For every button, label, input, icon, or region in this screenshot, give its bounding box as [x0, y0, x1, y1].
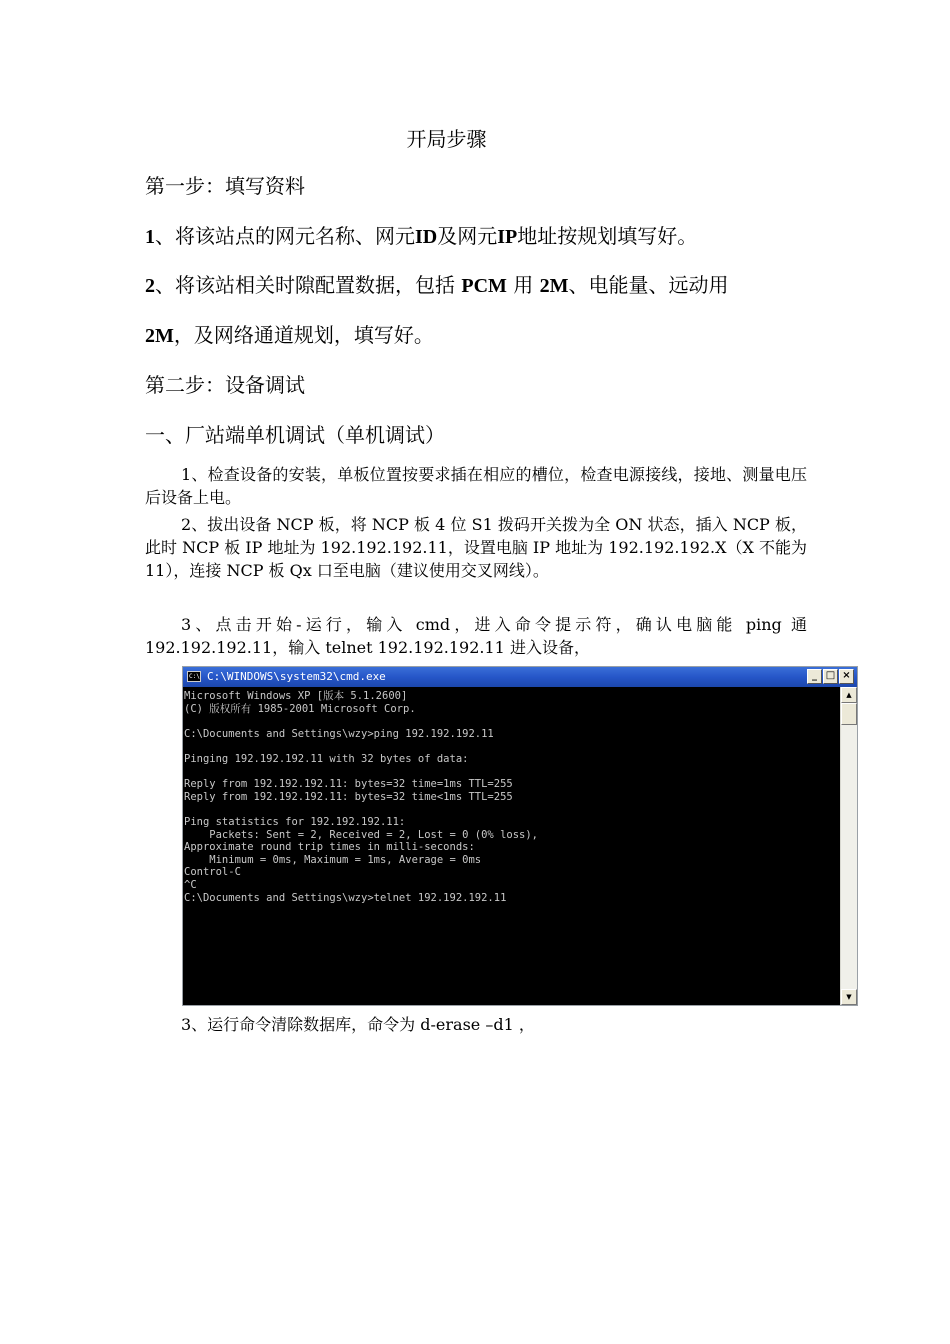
cmd-line: Ping statistics for 192.192.192.11: [184, 815, 406, 828]
cmd-line: Packets: Sent = 2, Received = 2, Lost = 0 (0% loss), [184, 828, 539, 841]
cmd-scrollbar[interactable] [840, 687, 857, 1005]
cmd-line: Pinging 192.192.192.11 with 32 bytes of data: [184, 752, 469, 765]
item1-number: 1 [145, 226, 155, 248]
page-title: 开局步骤 [406, 127, 487, 151]
cmd-line: C:\Documents and Settings\wzy>ping 192.192.192.11 [184, 727, 494, 740]
item2-text-line2: 2M，及网络通道规划，填写好。 [145, 323, 434, 347]
cmd-line [184, 803, 840, 816]
paragraph-2: 2、拔出设备 NCP 板，将 NCP 板 4 位 S1 拨码开关拨为全 ON 状态，插入 NCP 板，此时 NCP 板 IP 地址为 192.192.192.11，设置电脑 IP 地址为 192.192.192.X（X 不能为 11），连接 NCP 板 Qx 口至电脑（建议使用交叉网线）。 [145, 515, 807, 580]
cmd-line [184, 766, 840, 779]
item2-text-line1: 2、将该站相关时隙配置数据，包括 PCM 用 2M、电能量、远动用 [145, 273, 729, 297]
item1-text: 1、将该站点的网元名称、网元ID及网元IP地址按规划填写好。 [145, 224, 698, 248]
cmd-line: Reply from 192.192.192.11: bytes=32 time<1ms TTL=255 [184, 790, 513, 803]
paragraph-1: 1、检查设备的安装，单板位置按要求插在相应的槽位，检查电源接线，接地、测量电压后设备上电。 [145, 465, 807, 507]
scroll-thumb[interactable] [841, 703, 857, 725]
close-icon[interactable]: × [839, 669, 854, 684]
cmd-line: Control-C [184, 866, 241, 879]
minimize-icon[interactable]: _ [807, 669, 822, 684]
step1-heading: 第一步：填写资料 [145, 174, 305, 198]
cmd-line: C:\Documents and Settings\wzy>telnet 192.192.192.11 [184, 891, 507, 904]
cmd-title-bar [183, 667, 857, 687]
console-icon [187, 671, 201, 682]
cmd-console-output [183, 687, 840, 1005]
paragraph-3-line1: 3、点击开始-运行，输入 cmd，进入命令提示符，确认电脑能 ping 通 [181, 615, 807, 634]
cmd-line: Approximate round trip times in milli-seconds: [184, 841, 475, 854]
cmd-title-text: C:\WINDOWS\system32\cmd.exe [207, 670, 386, 683]
cmd-window-screenshot [182, 666, 858, 1006]
cmd-line: (C) 版权所有 1985-2001 Microsoft Corp. [184, 702, 416, 715]
cmd-line: Microsoft Windows XP [版本 5.1.2600] [184, 690, 408, 702]
scroll-down-icon[interactable]: ▼ [841, 989, 857, 1005]
step2-heading: 第二步：设备调试 [145, 373, 305, 397]
section1-heading: 一、厂站端单机调试（单机调试） [145, 423, 445, 447]
paragraph-3-line2: 192.192.192.11，输入 telnet 192.192.192.11 进入设备， [145, 638, 590, 657]
cmd-line: Reply from 192.192.192.11: bytes=32 time=1ms TTL=255 [184, 778, 513, 791]
scroll-up-icon[interactable]: ▲ [841, 687, 857, 703]
window-controls [807, 669, 854, 684]
item2-number: 2 [145, 275, 155, 297]
cmd-line [184, 715, 840, 728]
cmd-line: ^C [184, 878, 197, 891]
paragraph-4: 3、运行命令清除数据库，命令为 d-erase –d1 ， [181, 1015, 535, 1034]
cmd-line [184, 740, 840, 753]
cmd-line: Minimum = 0ms, Maximum = 1ms, Average = 0ms [184, 853, 482, 866]
maximize-icon[interactable]: □ [823, 669, 838, 684]
